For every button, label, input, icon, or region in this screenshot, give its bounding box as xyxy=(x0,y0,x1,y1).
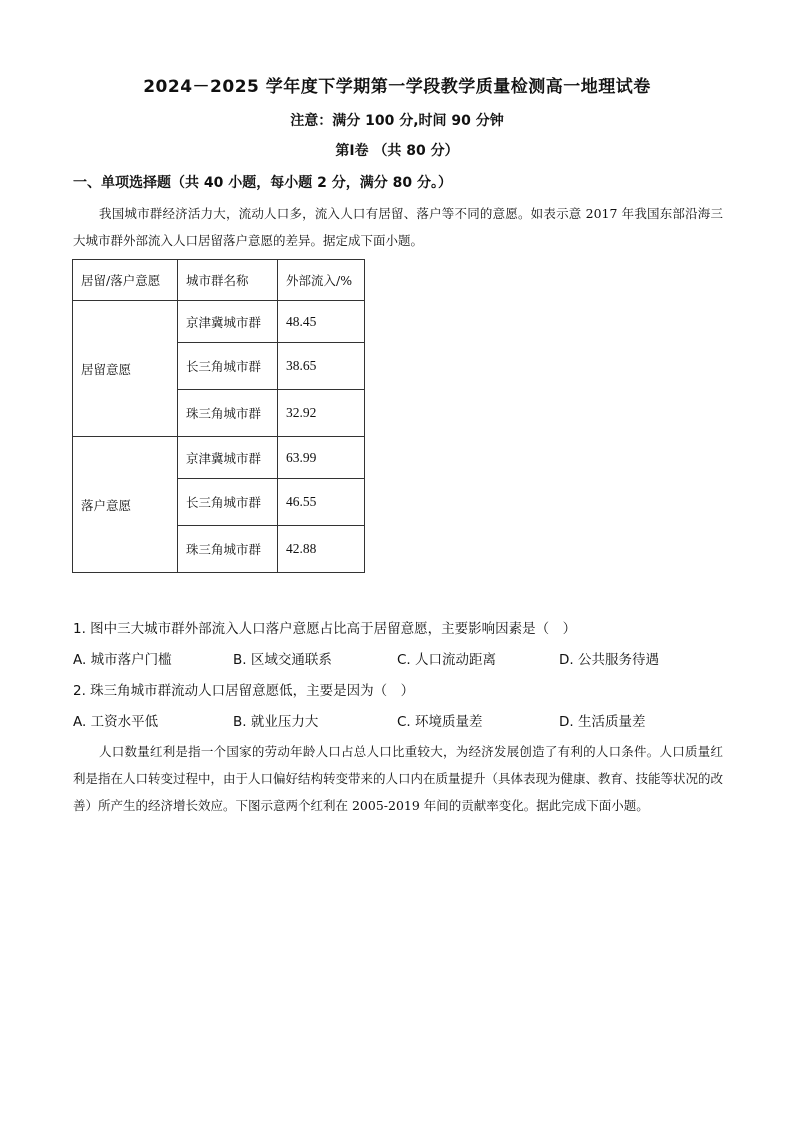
city-cell: 京津冀城市群 xyxy=(178,437,278,479)
passage-intro: 我国城市群经济活力大，流动人口多，流入人口有居留、落户等不同的意愿。如表示意 2017 年我国东部沿海三大城市群外部流入人口居留落户意愿的差异。据定成下面小题。 xyxy=(73,206,723,248)
option-b: B. 就业压力大 xyxy=(233,714,319,730)
value-cell: 42.88 xyxy=(278,526,365,573)
question-2-stem: 2. 珠三角城市群流动人口居留意愿低，主要是因为（ ） xyxy=(73,683,415,699)
value-cell: 32.92 xyxy=(278,390,365,437)
group-label: 居留意愿 xyxy=(73,301,178,437)
table-header: 居留/落户意愿 xyxy=(73,260,178,301)
volume-heading: 第Ⅰ卷 （共 80 分） xyxy=(335,143,459,159)
option-d: D. 生活质量差 xyxy=(559,714,646,730)
section-heading: 一、单项选择题（共 40 小题，每小题 2 分，满分 80 分。） xyxy=(73,175,452,191)
value-cell: 48.45 xyxy=(278,301,365,343)
table-header: 外部流入/% xyxy=(278,260,365,301)
city-cell: 长三角城市群 xyxy=(178,479,278,526)
city-cell: 珠三角城市群 xyxy=(178,526,278,573)
option-c: C. 环境质量差 xyxy=(397,714,483,730)
table-row xyxy=(73,437,365,479)
value-cell: 38.65 xyxy=(278,343,365,390)
option-c: C. 人口流动距离 xyxy=(397,652,497,668)
table-row xyxy=(73,301,365,343)
data-table xyxy=(72,259,365,573)
table-header: 城市群名称 xyxy=(178,260,278,301)
city-cell: 长三角城市群 xyxy=(178,343,278,390)
question-1-stem: 1. 图中三大城市群外部流入人口落户意愿占比高于居留意愿，主要影响因素是（ ） xyxy=(73,621,577,637)
option-a: A. 工资水平低 xyxy=(73,714,159,730)
exam-title: 2024－2025 学年度下学期第一学段教学质量检测高一地理试卷 xyxy=(143,77,651,97)
option-a: A. 城市落户门槛 xyxy=(73,652,172,668)
city-cell: 京津冀城市群 xyxy=(178,301,278,343)
exam-note: 注意：满分 100 分,时间 90 分钟 xyxy=(290,113,504,129)
city-cell: 珠三角城市群 xyxy=(178,390,278,437)
option-b: B. 区域交通联系 xyxy=(233,652,332,668)
table-header-row xyxy=(73,260,365,301)
group-label: 落户意愿 xyxy=(73,437,178,573)
value-cell: 63.99 xyxy=(278,437,365,479)
option-d: D. 公共服务待遇 xyxy=(559,652,659,668)
passage-demographic-dividend: 人口数量红利是指一个国家的劳动年龄人口占总人口比重较大，为经济发展创造了有利的人口条件。人口质量红利是指在人口转变过程中，由于人口偏好结构转变带来的人口内在质量提升（具体表现为健康、教育、技能等状况的改善）所产生的经济增长效应。下图示意两个红利在 2005-2019 年间的贡献率变化。据此完成下面小题。 xyxy=(73,744,724,813)
value-cell: 46.55 xyxy=(278,479,365,526)
